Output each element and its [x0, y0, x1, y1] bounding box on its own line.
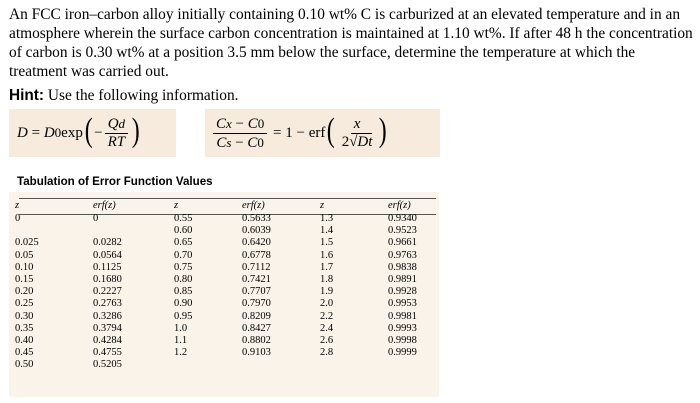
hint-line — [9, 86, 239, 106]
table-cell: 0 — [15, 213, 21, 224]
table-cell: 0 — [93, 213, 99, 224]
table-cell: 0.05 — [15, 249, 34, 261]
table-cell: 0.50 — [15, 359, 34, 371]
column-header: erf(z) — [388, 200, 411, 211]
table-cell: 0.6039 — [242, 225, 271, 237]
table-cell: 0.025 — [15, 237, 39, 249]
table-cell: 0.0564 — [93, 249, 122, 261]
table-cell: 0.9523 — [388, 225, 417, 237]
table-cell: 2.6 — [320, 334, 334, 346]
table-cell: 0.60 — [174, 225, 193, 237]
table-cell: 0.9838 — [388, 261, 417, 273]
table-cell: 2.8 — [320, 347, 334, 359]
column-header: z — [15, 200, 20, 211]
table-cell: 0.4284 — [93, 334, 122, 346]
table-cell: 0.9928 — [388, 286, 417, 298]
table-cell: 1.5 — [320, 237, 334, 249]
table-cell: 0.20 — [15, 286, 34, 298]
table-cell: 0.80 — [174, 273, 193, 285]
table-cell: 0.65 — [174, 237, 193, 249]
table-cell: 0.9993 — [388, 322, 417, 334]
table-cell: 1.6 — [320, 249, 334, 261]
table-cell: 2.2 — [320, 310, 334, 322]
table-cell: 0.45 — [15, 347, 34, 359]
hint-text: Use the following information. — [44, 87, 239, 104]
column-erf-2 — [242, 199, 271, 359]
table-cell: 0.55 — [174, 213, 193, 224]
table-cell: 0.9981 — [388, 310, 417, 322]
table-cell: 1.0 — [174, 322, 188, 334]
table-cell: 0.9340 — [388, 213, 417, 224]
table-cell: 2.0 — [320, 298, 334, 310]
column-header: erf(z) — [93, 200, 116, 211]
table-cell: 1.1 — [174, 334, 188, 346]
table-title: Tabulation of Error Function Values — [17, 175, 213, 188]
table-cell: 0.25 — [15, 298, 34, 310]
table-cell: 0.10 — [15, 261, 34, 273]
table-cell: 0.7112 — [242, 261, 271, 273]
column-header: z — [174, 200, 179, 211]
table-cell: 1.4 — [320, 225, 334, 237]
table-cell: 0.9891 — [388, 273, 417, 285]
problem-statement: An FCC iron–carbon alloy initially containing 0.10 wt% C is carburized at an elevated temperature and in an atmosphere wherein the surface carbon concentration is maintained at 1.10 wt%. If after 48 h the concentration of carbon is 0.30 wt% at a position 3.5 mm below the surface, determine the temperature at which the treatment was carried out. — [9, 6, 693, 80]
table-cell: 0.8427 — [242, 322, 271, 334]
table-cell: 0.75 — [174, 261, 193, 273]
table-cell: 0.0282 — [93, 237, 122, 249]
table-cell: 0.8802 — [242, 334, 271, 346]
table-cell: 0.2227 — [93, 286, 122, 298]
table-cell: 0.85 — [174, 286, 193, 298]
column-z-1 — [15, 199, 39, 371]
table-cell: 0.9998 — [388, 334, 417, 346]
table-cell: 1.9 — [320, 286, 334, 298]
table-cell: 0.40 — [15, 334, 34, 346]
table-cell: 0.2763 — [93, 298, 122, 310]
table-cell: 0.70 — [174, 249, 193, 261]
table-cell: 0.6778 — [242, 249, 271, 261]
table-cell: 0.7707 — [242, 286, 271, 298]
error-function-table — [9, 192, 439, 397]
concentration-profile-formula: $\frac{Cx - C0}{Cs - C0}$ = 1 − erf ( $\frac{x}{2√Dt}$ ) — [205, 109, 440, 157]
table-cell: 2.4 — [320, 322, 334, 334]
table-cell: 0.1680 — [93, 273, 122, 285]
column-z-2 — [174, 199, 192, 359]
table-cell: 0.1125 — [93, 261, 122, 273]
table-cell: 1.8 — [320, 273, 334, 285]
table-cell: 0.30 — [15, 310, 34, 322]
table-cell: 0.15 — [15, 273, 34, 285]
table-cell: 0.7970 — [242, 298, 271, 310]
table-cell: 0.9999 — [388, 347, 417, 359]
table-cell: 0.9763 — [388, 249, 417, 261]
table-cell: 0.9661 — [388, 237, 417, 249]
table-header-rule — [19, 214, 436, 215]
table-cell: 1.3 — [320, 213, 334, 224]
column-header: z — [320, 200, 325, 211]
table-cell: 0.35 — [15, 322, 34, 334]
table-cell: 0.3286 — [93, 310, 122, 322]
table-cell: 0.7421 — [242, 273, 271, 285]
table-cell: 0.90 — [174, 298, 193, 310]
table-cell: 1.7 — [320, 261, 334, 273]
table-cell: 0.5633 — [242, 213, 271, 224]
table-cell: 0.95 — [174, 310, 193, 322]
table-cell: 0.9953 — [388, 298, 417, 310]
table-cell: 0.8209 — [242, 310, 271, 322]
table-cell: 0.5205 — [93, 359, 122, 371]
table-cell: 0.4755 — [93, 347, 122, 359]
column-z-3 — [320, 199, 333, 359]
table-cell: 0.9103 — [242, 347, 271, 359]
column-header: erf(z) — [242, 200, 265, 211]
table-cell: 0.3794 — [93, 322, 122, 334]
column-erf-1 — [93, 199, 122, 371]
table-top-rule — [19, 198, 436, 199]
hint-label: Hint: — [9, 87, 45, 104]
column-erf-3 — [388, 199, 417, 359]
diffusion-coefficient-formula: D = D 0 exp ( − $\frac{Qd}{RT}$ ) — [9, 109, 176, 157]
table-cell: 1.2 — [174, 347, 188, 359]
table-cell: 0.6420 — [242, 237, 271, 249]
